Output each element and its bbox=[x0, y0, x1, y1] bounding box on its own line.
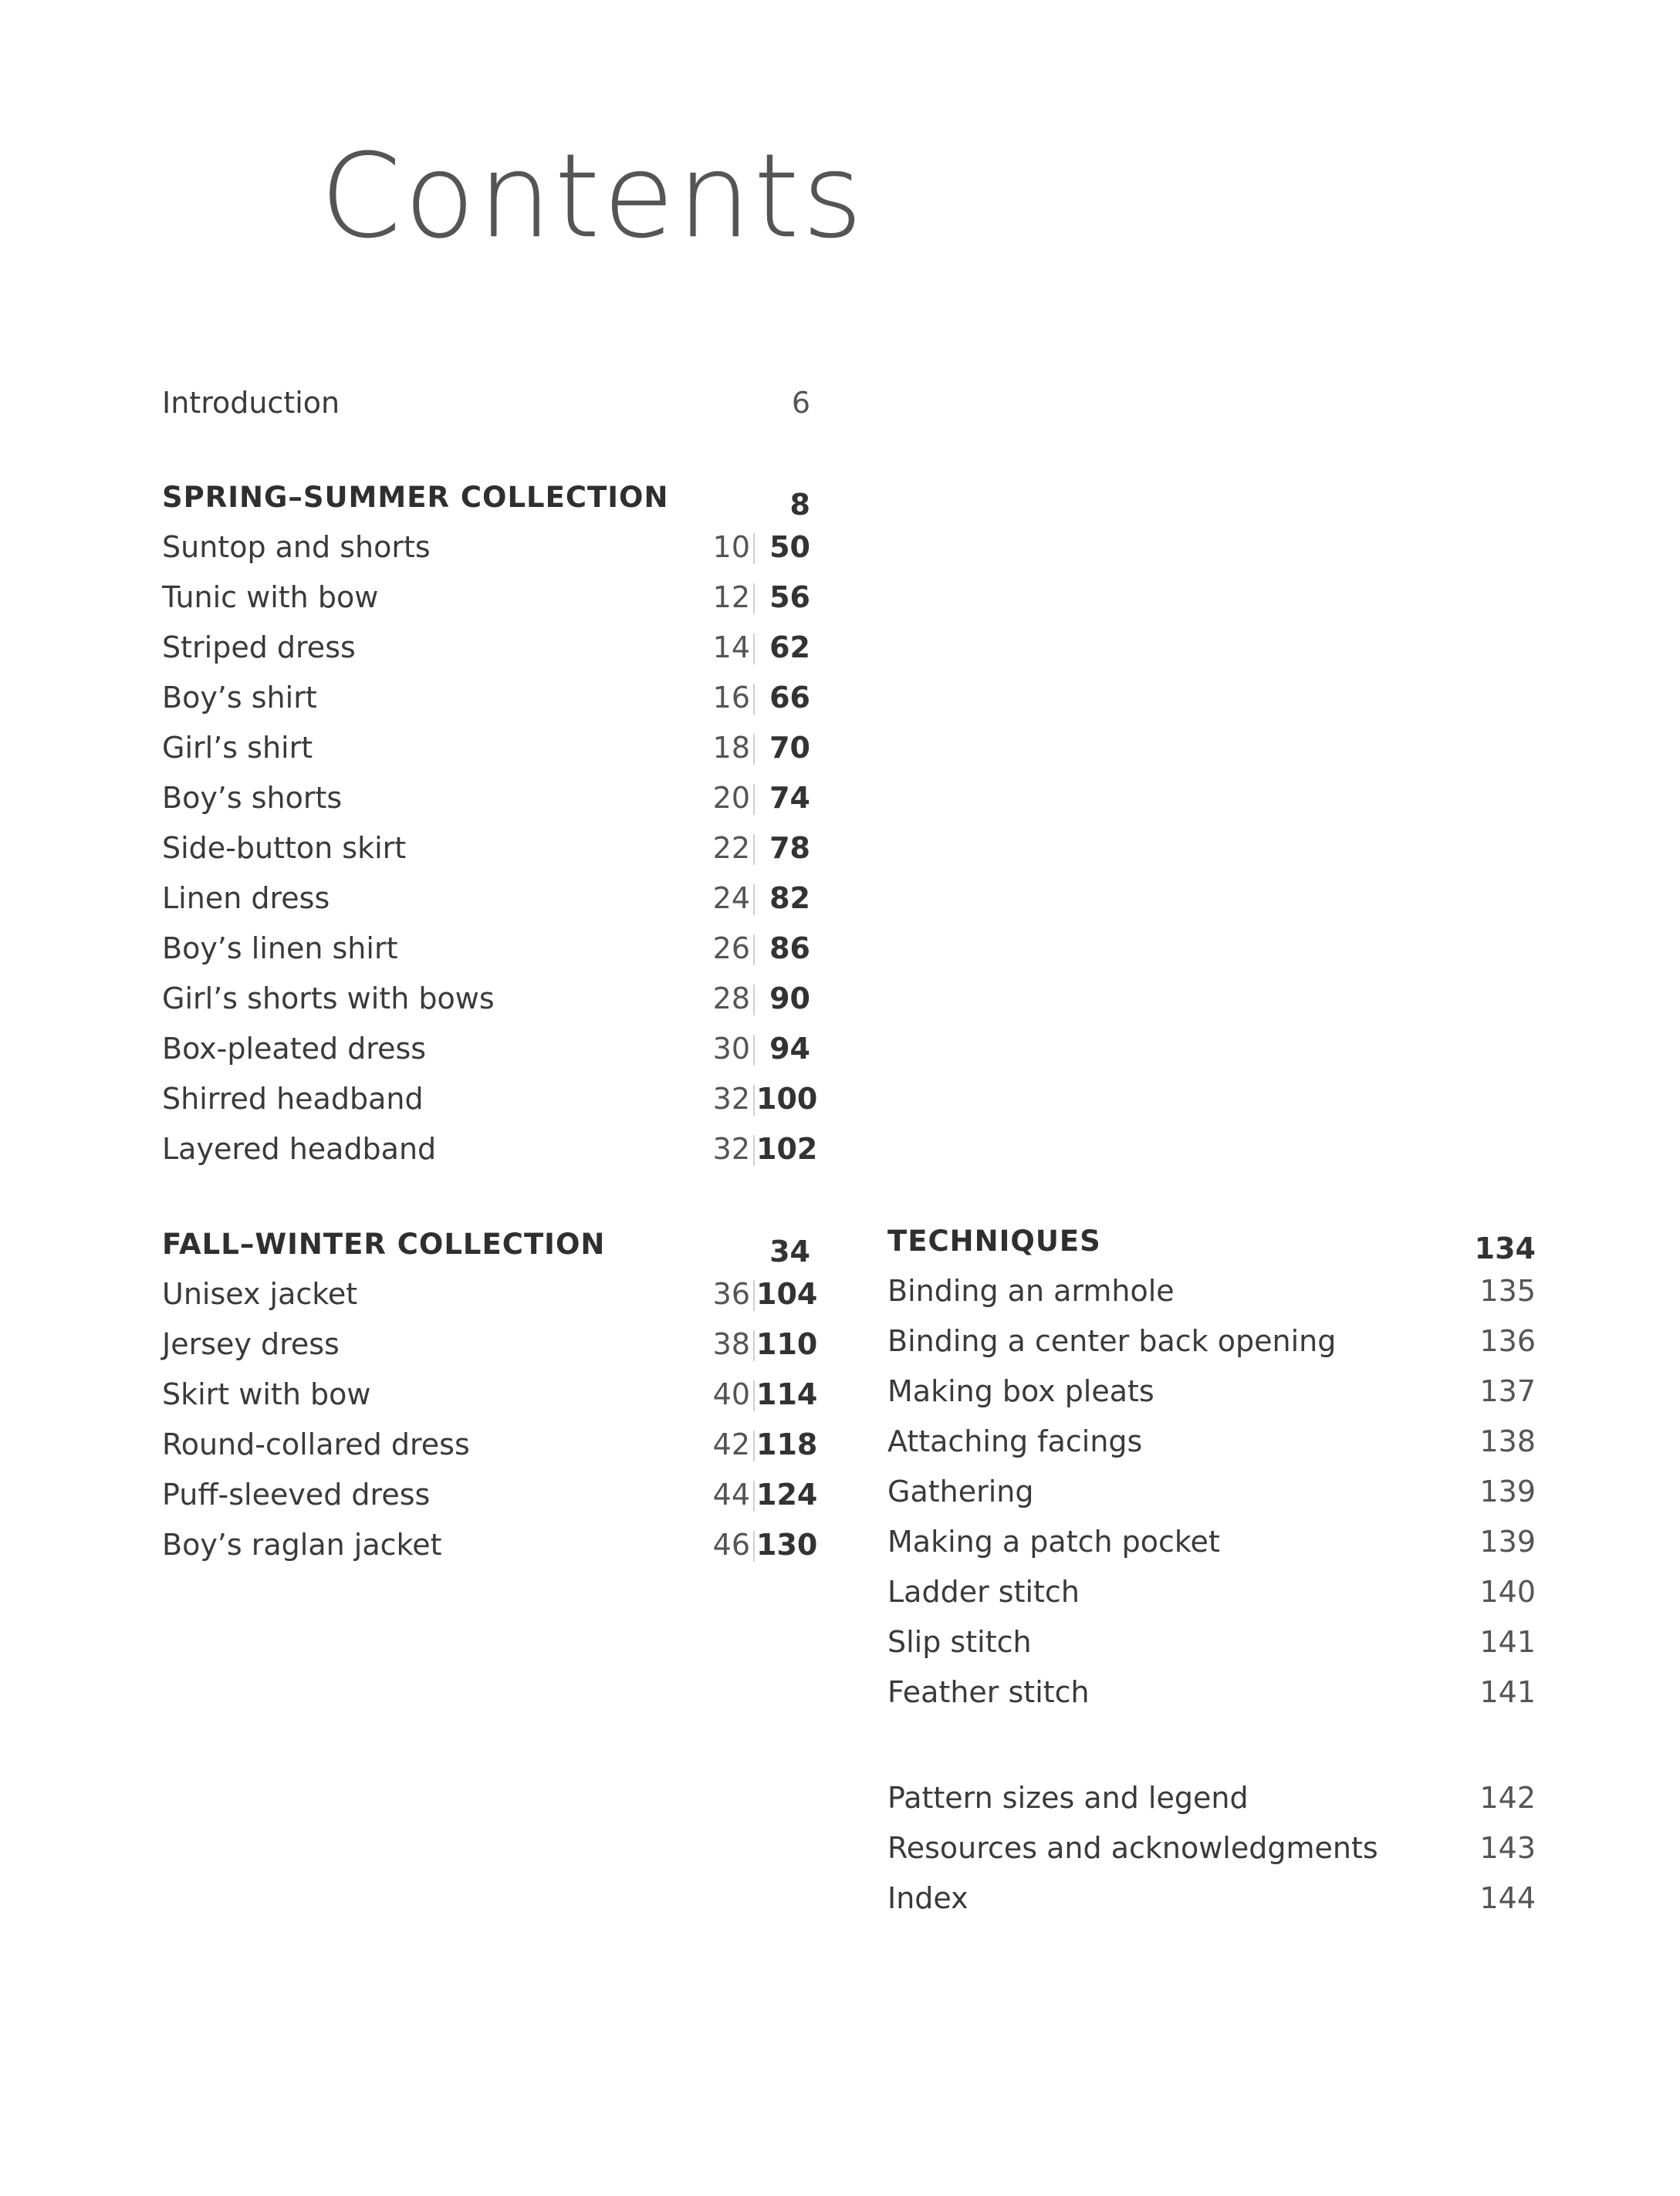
section-heading-spring-summer[interactable] bbox=[162, 472, 810, 522]
pattern-page: 102 bbox=[756, 1132, 818, 1166]
toc-label: Binding an armhole bbox=[887, 1274, 1175, 1308]
section-heading-page: 34 bbox=[769, 1235, 810, 1269]
page-separator bbox=[753, 684, 755, 715]
photo-page: 36 bbox=[712, 1277, 750, 1311]
pattern-page: 104 bbox=[756, 1277, 818, 1311]
toc-label: Round-collared dress bbox=[162, 1427, 470, 1461]
page-separator bbox=[753, 583, 755, 614]
toc-page: 144 bbox=[1479, 1881, 1536, 1915]
toc-label: Index bbox=[887, 1881, 968, 1915]
page-separator bbox=[753, 934, 755, 965]
page-title: Contents bbox=[320, 130, 866, 264]
toc-label: Resources and acknowledgments bbox=[887, 1831, 1378, 1865]
toc-label: Boy’s shorts bbox=[162, 781, 343, 815]
photo-page: 44 bbox=[712, 1478, 750, 1512]
page-separator bbox=[753, 1035, 755, 1066]
toc-label: Linen dress bbox=[162, 881, 330, 915]
toc-label: Feather stitch bbox=[887, 1675, 1090, 1709]
toc-label: Introduction bbox=[162, 386, 340, 420]
toc-label: Girl’s shirt bbox=[162, 731, 313, 765]
toc-page: 142 bbox=[1479, 1781, 1536, 1815]
toc-row[interactable] bbox=[162, 974, 810, 1024]
toc-row[interactable] bbox=[887, 1617, 1536, 1667]
toc-row[interactable] bbox=[887, 1873, 1536, 1924]
section-heading-fall-winter[interactable] bbox=[162, 1219, 810, 1269]
toc-label: Pattern sizes and legend bbox=[887, 1781, 1249, 1815]
pattern-page: 86 bbox=[769, 931, 810, 965]
toc-label: Tunic with bow bbox=[162, 580, 379, 614]
section-heading-label: FALL–WINTER COLLECTION bbox=[162, 1228, 606, 1261]
toc-page: 141 bbox=[1479, 1625, 1536, 1659]
section-heading-label: TECHNIQUES bbox=[887, 1225, 1101, 1258]
page-separator bbox=[753, 985, 755, 1015]
toc-row[interactable] bbox=[887, 1773, 1536, 1823]
toc-row[interactable] bbox=[887, 1417, 1536, 1467]
photo-page: 16 bbox=[712, 681, 750, 715]
pattern-page: 82 bbox=[769, 881, 810, 915]
toc-page: 139 bbox=[1479, 1475, 1536, 1508]
toc-row[interactable] bbox=[162, 873, 810, 924]
toc-label: Box-pleated dress bbox=[162, 1032, 427, 1066]
toc-row[interactable] bbox=[887, 1823, 1536, 1873]
page-separator bbox=[753, 1380, 755, 1411]
back-matter-list bbox=[887, 1773, 1536, 1924]
toc-row-introduction[interactable] bbox=[162, 378, 810, 428]
toc-row[interactable] bbox=[162, 1024, 810, 1074]
toc-row[interactable] bbox=[887, 1667, 1536, 1718]
photo-page: 12 bbox=[712, 580, 750, 614]
toc-row[interactable] bbox=[887, 1567, 1536, 1617]
toc-row[interactable] bbox=[162, 723, 810, 773]
toc-row[interactable] bbox=[887, 1316, 1536, 1367]
pattern-page: 94 bbox=[769, 1032, 810, 1066]
section-heading-page: 8 bbox=[789, 488, 810, 522]
pattern-page: 130 bbox=[756, 1528, 818, 1562]
toc-row[interactable] bbox=[887, 1367, 1536, 1417]
toc-row[interactable] bbox=[162, 1124, 818, 1174]
toc-label: Boy’s linen shirt bbox=[162, 931, 398, 965]
toc-label: Jersey dress bbox=[162, 1327, 340, 1361]
page-separator bbox=[753, 1531, 755, 1562]
pattern-page: 110 bbox=[756, 1327, 818, 1361]
toc-label: Making a patch pocket bbox=[887, 1525, 1220, 1559]
section-heading-label: SPRING–SUMMER COLLECTION bbox=[162, 481, 669, 514]
photo-page: 42 bbox=[712, 1427, 750, 1461]
fall-winter-section bbox=[162, 1219, 818, 1570]
toc-row[interactable] bbox=[162, 1470, 818, 1520]
toc-row[interactable] bbox=[887, 1266, 1536, 1316]
toc-page: 139 bbox=[1479, 1525, 1536, 1559]
toc-page: 6 bbox=[791, 386, 810, 420]
photo-page: 40 bbox=[712, 1377, 750, 1411]
photo-page: 10 bbox=[712, 530, 750, 564]
pattern-page: 90 bbox=[769, 981, 810, 1015]
pattern-page: 114 bbox=[756, 1377, 818, 1411]
page-separator bbox=[753, 533, 755, 564]
pattern-page: 70 bbox=[769, 731, 810, 765]
page-separator bbox=[753, 1431, 755, 1461]
page-separator bbox=[753, 734, 755, 765]
toc-row[interactable] bbox=[162, 924, 810, 974]
photo-page: 32 bbox=[712, 1132, 750, 1166]
toc-label: Layered headband bbox=[162, 1132, 437, 1166]
page-separator bbox=[753, 633, 755, 664]
toc-page: 140 bbox=[1479, 1575, 1536, 1609]
toc-page: 137 bbox=[1479, 1374, 1536, 1408]
toc-label: Puff-sleeved dress bbox=[162, 1478, 431, 1512]
toc-page: 136 bbox=[1479, 1324, 1536, 1358]
page-separator bbox=[753, 1330, 755, 1361]
toc-row[interactable] bbox=[162, 1074, 818, 1124]
toc-page: 138 bbox=[1479, 1424, 1536, 1458]
toc-label: Making box pleats bbox=[887, 1374, 1154, 1408]
photo-page: 26 bbox=[712, 931, 750, 965]
photo-page: 46 bbox=[712, 1528, 750, 1562]
toc-row[interactable] bbox=[162, 522, 810, 573]
pattern-page: 62 bbox=[769, 630, 810, 664]
toc-page: 141 bbox=[1479, 1675, 1536, 1709]
toc-row[interactable] bbox=[162, 673, 810, 723]
photo-page: 18 bbox=[712, 731, 750, 765]
section-heading-page: 134 bbox=[1474, 1231, 1536, 1265]
spring-summer-list bbox=[162, 522, 818, 1174]
toc-row[interactable] bbox=[162, 773, 810, 823]
fall-winter-list bbox=[162, 1269, 818, 1570]
toc-row[interactable] bbox=[887, 1517, 1536, 1567]
photo-page: 14 bbox=[712, 630, 750, 664]
toc-label: Boy’s shirt bbox=[162, 681, 317, 715]
page-separator bbox=[753, 1085, 755, 1116]
toc-row[interactable] bbox=[162, 823, 810, 873]
toc-label: Unisex jacket bbox=[162, 1277, 358, 1311]
page-separator bbox=[753, 834, 755, 865]
toc-label: Binding a center back opening bbox=[887, 1324, 1337, 1358]
toc-label: Girl’s shorts with bows bbox=[162, 981, 495, 1015]
pattern-page: 66 bbox=[769, 681, 810, 715]
toc-label: Skirt with bow bbox=[162, 1377, 371, 1411]
toc-label: Striped dress bbox=[162, 630, 356, 664]
photo-page: 38 bbox=[712, 1327, 750, 1361]
toc-row[interactable] bbox=[162, 1269, 818, 1319]
section-heading-techniques[interactable] bbox=[887, 1216, 1536, 1266]
photo-page: 20 bbox=[712, 781, 750, 815]
pattern-page: 78 bbox=[769, 831, 810, 865]
toc-row[interactable] bbox=[162, 573, 810, 623]
pattern-page: 100 bbox=[756, 1082, 818, 1116]
toc-label: Suntop and shorts bbox=[162, 530, 431, 564]
photo-page: 30 bbox=[712, 1032, 750, 1066]
photo-page: 28 bbox=[712, 981, 750, 1015]
page-separator bbox=[753, 1481, 755, 1512]
toc-row[interactable] bbox=[162, 1520, 818, 1570]
techniques-list bbox=[887, 1266, 1536, 1718]
toc-row[interactable] bbox=[887, 1467, 1536, 1517]
techniques-section bbox=[887, 1216, 1536, 1718]
page-separator bbox=[753, 1280, 755, 1311]
toc-label: Gathering bbox=[887, 1475, 1034, 1508]
pattern-page: 124 bbox=[756, 1478, 818, 1512]
introduction-section bbox=[162, 378, 810, 428]
page-separator bbox=[753, 1135, 755, 1166]
pattern-page: 118 bbox=[756, 1427, 818, 1461]
toc-label: Boy’s raglan jacket bbox=[162, 1528, 442, 1562]
page-separator bbox=[753, 784, 755, 815]
pattern-page: 56 bbox=[769, 580, 810, 614]
toc-row[interactable] bbox=[162, 1319, 818, 1370]
photo-page: 24 bbox=[712, 881, 750, 915]
toc-label: Shirred headband bbox=[162, 1082, 424, 1116]
toc-row[interactable] bbox=[162, 623, 810, 673]
photo-page: 32 bbox=[712, 1082, 750, 1116]
pattern-page: 74 bbox=[769, 781, 810, 815]
photo-page: 22 bbox=[712, 831, 750, 865]
page-separator bbox=[753, 884, 755, 915]
back-matter-section bbox=[887, 1773, 1536, 1924]
toc-label: Attaching facings bbox=[887, 1424, 1143, 1458]
toc-label: Side-button skirt bbox=[162, 831, 407, 865]
spring-summer-section bbox=[162, 472, 818, 1174]
toc-row[interactable] bbox=[162, 1420, 818, 1470]
toc-row[interactable] bbox=[162, 1370, 818, 1420]
toc-label: Ladder stitch bbox=[887, 1575, 1080, 1609]
toc-page: 135 bbox=[1479, 1274, 1536, 1308]
toc-page: 143 bbox=[1479, 1831, 1536, 1865]
pattern-page: 50 bbox=[769, 530, 810, 564]
toc-label: Slip stitch bbox=[887, 1625, 1032, 1659]
